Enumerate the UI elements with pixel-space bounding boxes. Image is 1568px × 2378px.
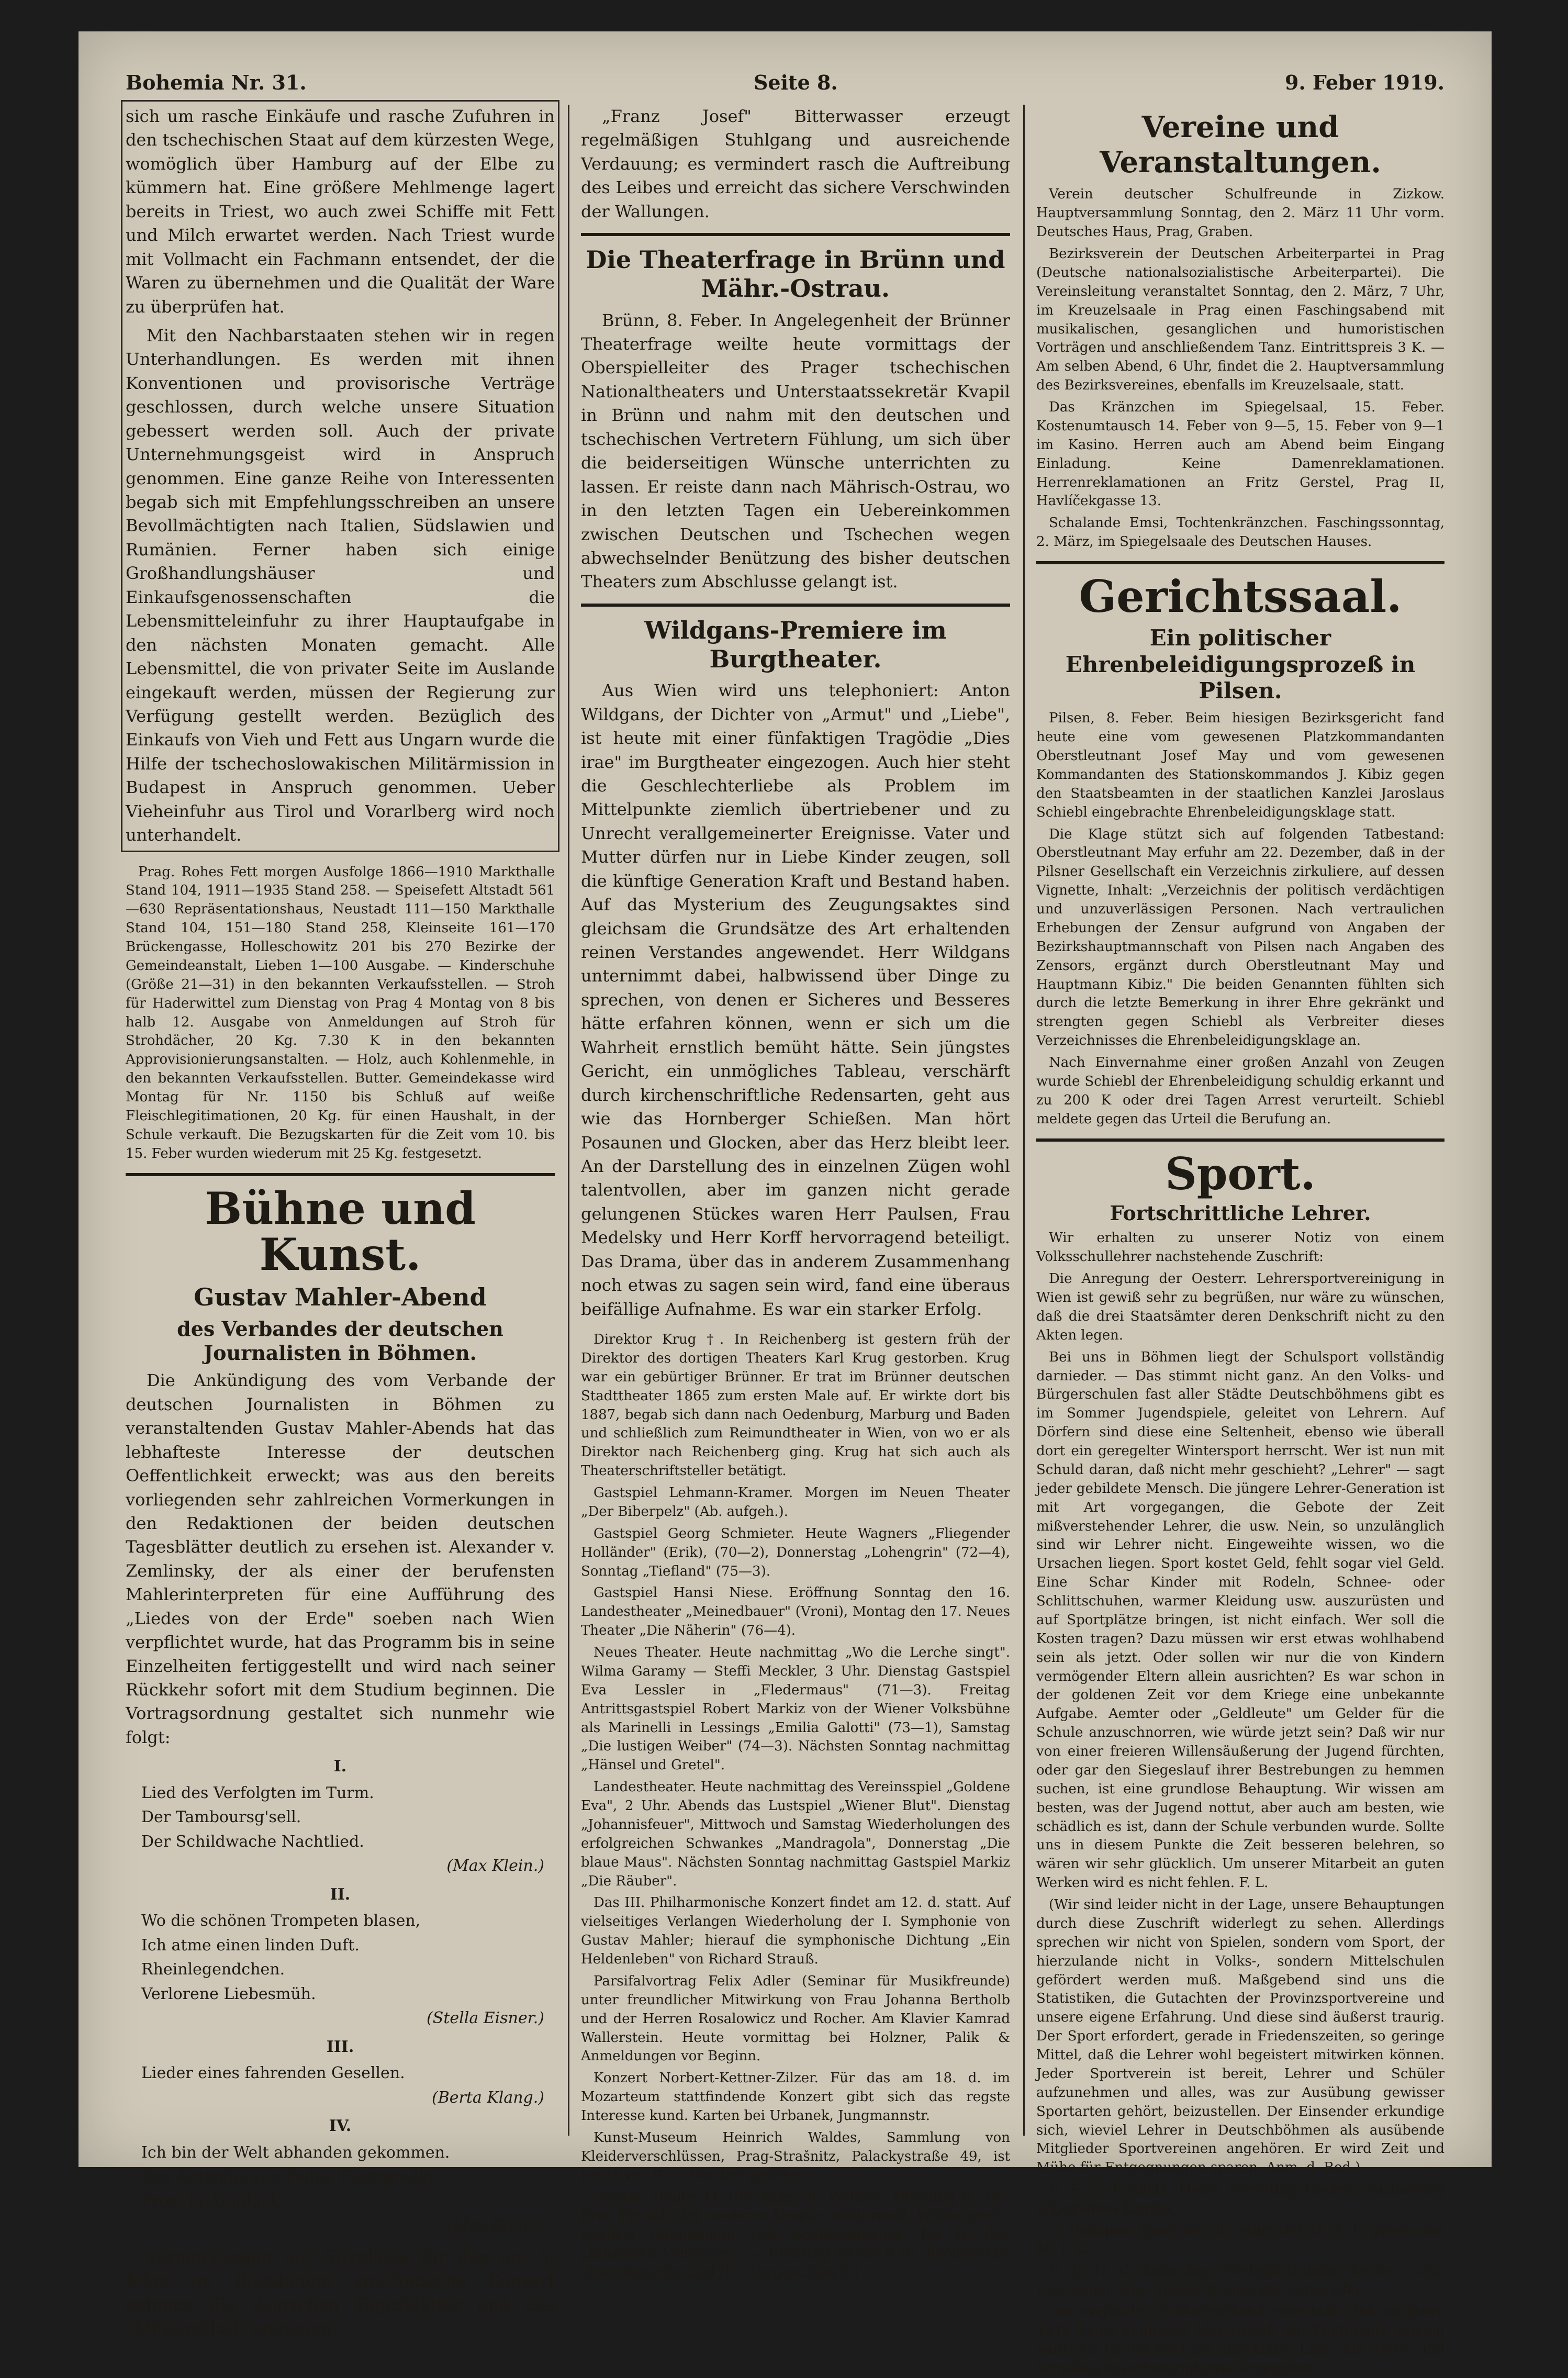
sport-note: In Budapest spielt am 30. März der W. A. F. gegen den M. T. K. <box>1036 2222 1444 2257</box>
sport-note: D. F. C. Eisplatz. Heute vormittag Hockey, nachmittag allgemeines Laufen. <box>1036 2182 1444 2217</box>
mahler-article-body: Die Ankündigung des vom Verbande der deutschen Journalisten in Böhmen zu veranstaltenden Gustav Mahler-Abends hat das lebhafteste Interesse der deutschen Oeffentlichkeit erweckt; was aus den bereits vorliegenden sehr zahlreichen Vormerkungen in den Redaktionen der beiden deutschen Tagesblätter deutlich zu ersehen ist. Alexander v. Zemlinsky, der als einer der berufensten Mahlerinterpreten für eine Aufführung des „Liedes von der Erde" soeben nach Wien verpflichtet wurde, hat das Programm bis in seine Einzelheiten fertiggestellt und wird nach seiner Rückkehr sofort mit dem Studium beginnen. Die Vortragsordnung gestaltet sich nunmehr wie folgt: <box>126 1370 555 1747</box>
theater-note: Urania. Heute 11 Uhr Kurs Dr. Wolisch. Dienstag 6 Uhr: Prof. Frankl, Das moderne Drama: Wildbrandt, Wildenbruch, Gerhart Hauptmann: „Vor Sonnenaufgang" bis zu den „Einsamen Menschen". — Dienstag viertel 8 Dr. Rychnovsky, „Das deutsche Lied II". (Vorgestriten 5.) <box>581 2189 1010 2280</box>
theater-note: Gastspiel Hansi Niese. Eröffnung Sonntag den 16. Landestheater „Meinedbauer" (Vroni), Montag den 17. Neues Theater „Die Näherin" (76—4). <box>581 1585 1010 1639</box>
gericht-article <box>1036 709 1444 1129</box>
program-performer: (Berta Klang.) <box>432 2088 544 2107</box>
program-song: Ich bin der Welt abhanden gekommen. <box>141 2143 450 2162</box>
column-divider-1 <box>568 105 569 2136</box>
column-3 <box>1036 105 1444 2376</box>
theater-article-body: Brünn, 8. Feber. In Angelegenheit der Brünner Theaterfrage weilte heute vormittags der Oberspielleiter des Prager tschechischen Nationaltheaters und Unterstaatssekretär Kvapil in Brünn und nahm mit den deutschen und tschechischen Vertretern Fühlung, um sich über die beiderseitigen Wünsche unterrichten zu lassen. Er reiste dann nach Mährisch-Ostrau, wo in den letzten Tagen ein Uebereinkommen zwischen Deutschen und Tschechen wegen abwechselnder Benützung des bisher deutschen Theaters zum Abschlusse gelangt ist. <box>581 310 1010 592</box>
program-song: Trost im Unglück. <box>141 2192 285 2210</box>
sport-article-title: Fortschrittliche Lehrer. <box>1110 1201 1371 1225</box>
wildgans-article-title: Wildgans-Premiere im Burgtheater. <box>644 616 947 673</box>
program-song: Wo die schönen Trompeten blasen, <box>141 1912 421 1930</box>
section-title-sport: Sport. <box>1165 1147 1316 1200</box>
program-part-number: I. <box>333 1757 347 1776</box>
sport-note: D. E. H. C. Eishockey. Wettspieltraining heute 3 Uhr. Erscheinen aller Spieler bringendst notwendig. <box>1036 2263 1444 2298</box>
concert-program <box>126 1755 555 2238</box>
section-rule <box>1036 1138 1444 1142</box>
gericht-paragraph: Nach Einvernahme einer großen Anzahl von Zeugen wurde Schiebl der Ehrenbeleidigung schuldig erkannt und zu 200 K oder drei Tagen Arrest verurteilt. Schiebl meldete gegen das Urteil die Berufung an. <box>1036 1055 1444 1127</box>
gericht-article-title: Ein politischer Ehrenbeleidigungsprozeß in Pilsen. <box>1065 625 1416 704</box>
program-song: Der Tamboursg'sell. <box>141 1808 301 1827</box>
header-page-number: Seite 8. <box>753 71 838 94</box>
wildgans-article-body: Aus Wien wird uns telephoniert: Anton Wildgans, der Dichter von „Armut" und „Liebe", ist heute mit einer fünfaktigen Tragödie „Dies irae" im Burgtheater eingezogen. Auch hier steht die Geschlechterliebe als Problem im Mittelpunkte ziemlich übertriebener und zu Unrecht verallgemeinerter Ereignisse. Vater und Mutter dürfen nur in Liebe Kinder zeugen, soll die künftige Generation Kraft und Bestand haben. Auf das Mysterium des Zeugungsaktes sind gleichsam die Grundsätze des Art erhaltenden reinen Verstandes angewendet. Herr Wildgans unternimmt dabei, halbwissend über Dinge zu sprechen, von denen er Sicheres und Besseres hätte erfahren können, wenn er sich um die Wahrheit ernstlich bemüht hätte. Sein jüngstes Gericht, ein unmögliches Tableau, verschärft durch kirchenschriftliche Redensarten, geht aus wie das Hornberger Schießen. Man hört Posaunen und Glocken, aber das Herz bleibt leer. An der Darstellung des in einzelnen Zügen wohl talentvollen, aber im ganzen nicht gerade gelungenen Stückes waren Herr Paulsen, Frau Medelsky und Herr Korff hervorragend beteiligt. Das Drama, über das in anderem Zusammenhang noch etwas zu sagen sein wird, fand eine überaus beifällige Aufnahme. Es war ein starker Erfolg. <box>581 680 1010 1319</box>
mahler-article-closing: Vormerkungen auf Sitzplätze für das am 5. März im Rudolfinum stattfindende Konzert nehmen die deutschen Tagesblätter und das „Mittagsblatt" entgegen. <box>126 2247 555 2339</box>
program-song: Lied des Verfolgten im Turm. <box>141 1783 374 1802</box>
program-performer: (Max Klein.) <box>446 2216 544 2235</box>
theater-note: Konzert Norbert-Kettner-Zilzer. Für das am 18. d. im Mozarteum stattfindende Konzert gibt sich das regste Interesse kund. Karten bei Urbanek, Jungmannstr. <box>581 2070 1010 2124</box>
sport-paragraph: Die Anregung der Oesterr. Lehrersportvereinigung in Wien ist gewiß sehr zu begrüßen, nur wäre zu wünschen, daß die drei Staatsämter deren Denkschrift nicht zu den Akten legen. <box>1036 1271 1444 1343</box>
program-song: Der Schildwache Nachtlied. <box>141 1832 364 1851</box>
section-title-buehne: Bühne und Kunst. <box>205 1182 476 1280</box>
rationing-notices <box>126 863 555 1164</box>
newspaper-page <box>79 31 1492 2376</box>
section-title-vereine: Vereine und Veranstaltungen. <box>1100 110 1381 180</box>
sport-paragraph: (Wir sind leider nicht in der Lage, unsere Behauptungen durch diese Zuschrift widerlegt zu sehen. Allerdings sprechen wir nicht von Spielen, sondern vom Sport, der hierzulande nicht in Volks-, sondern Mittelschulen gefördert werden muß. Maßgebend sind uns die Statistiken, die Gutachten der Provinzsportvereine und unsere eigene Erfahrung. Und diese sind äußerst traurig. Der Sport erfordert, gerade in Friedenszeiten, so geringe Mittel, daß die Lehrer wohl begeistert mitwirken können. Jeder Sportverein ist bereit, Lehrer und Schüler aufzunehmen und alles, was zur Ausübung gewisser Sportarten gehört, beizustellen. Der Einsender erkundige sich, wieviel Lehrer in Deutschböhmen als ausübende Mitglieder Sportvereinen angehören. Er wird Zeit und Mühe für Entgegnungen sparen. Anm. d. Red.) <box>1036 1897 1444 2176</box>
gericht-paragraph: Pilsen, 8. Feber. Beim hiesigen Bezirksgericht fand heute eine vom gewesenen Platzkommandanten Oberstleutnant Josef May und vom gewesenen Kommandanten des Stationskommandos J. Kibiz gegen den Staatsbeamten in der staatlichen Kanzlei Jaroslaus Schiebl eingebrachte Ehrenbeleidigungsklage statt. <box>1036 710 1444 820</box>
mahler-article-title: Gustav Mahler-Abend <box>194 1282 487 1311</box>
theater-note: Parsifalvortrag Felix Adler (Seminar für Musikfreunde) unter freundlicher Mitwirkung von Frau Johanna Bertholb und der Herren Rosalowicz und Rocher. Am Klavier Kamrad Wallerstein. Heute vormittag bei Holzner, Palik & Anmeldungen vor Beginn. <box>581 1973 1010 2064</box>
bitterwasser-ad: „Franz Josef" Bitterwasser erzeugt regelmäßigen Stuhlgang und ausreichende Verdauung; es vermindert rasch die Auftreibung des Leibes und erreicht das sichere Verschwinden der Wallungen. <box>581 106 1010 221</box>
food-supply-paragraph-2: Mit den Nachbarstaaten stehen wir in regen Unterhandlungen. Es werden mit ihnen Konventionen und provisorische Verträge geschlossen, durch welche unsere Situation gebessert werden soll. Auch der private Unternehmungsgeist wird in Anspruch genommen. Eine ganze Reihe von Interessenten begab sich mit Empfehlungsschreiben an unsere Bevollmächtigten nach Italien, Südslawien und Rumänien. Ferner haben sich einige Großhandlungshäuser und Einkaufsgenossenschaften die Lebensmitteleinfuhr zu ihrer Hauptaufgabe in den nächsten Monaten gemacht. Alle Lebensmittel, die von privater Seite im Auslande eingekauft werden, müssen der Regierung zur Verfügung gestellt werden. Bezüglich des Einkaufs von Vieh und Fett aus Ungarn wurde die Hilfe der tschechoslowakischen Militärmission in Budapest in Anspruch genommen. Ueber Vieheinfuhr aus Tirol und Vorarlberg wird noch unterhandelt. <box>126 325 555 845</box>
food-supply-paragraph-1: sich um rasche Einkäufe und rasche Zufuhren in den tschechischen Staat auf dem kürzesten Wege, womöglich über Hamburg auf der Elbe zu kümmern hat. Eine größere Mehlmenge lagert bereits in Triest, wo auch zwei Schiffe mit Fett und Milch erwartet werden. Nach Triest wurde mit Vollmacht ein Fachmann entsendet, der die Waren zu übernehmen und die Qualität der Ware zu überprüfen hat. <box>126 106 555 317</box>
theater-note: Gastspiel Georg Schmieter. Heute Wagners „Fliegender Holländer" (Erik), (70—2), Donnerstag „Lohengrin" (72—4), Sonntag „Tiefland" (75—3). <box>581 1525 1010 1579</box>
theater-note: Direktor Krug †. In Reichenberg ist gestern früh der Direktor des dortigen Theaters Karl Krug gestorben. Krug war ein gebürtiger Brünner. Er trat im Brünner deutschen Stadttheater 1865 zum ersten Male auf. Er wirkte dort bis 1887, begab sich dann nach Oedenburg, Marburg und Baden und schließlich zum Reimundtheater in Wien, von wo er als Direktor nach Reichenberg ging. Krug hat sich auch als Theaterschriftsteller betätigt. <box>581 1332 1010 1479</box>
program-part-number: III. <box>326 2037 354 2056</box>
theater-notes <box>581 1331 1010 2282</box>
program-part-number: IV. <box>329 2117 352 2136</box>
sport-article <box>1036 1229 1444 2378</box>
program-song: Ich atme einen linden Duft. <box>141 1936 360 1955</box>
page-header <box>126 52 1444 94</box>
section-rule <box>126 1173 555 1176</box>
theater-note: Das III. Philharmonische Konzert findet am 12. d. statt. Auf vielseitiges Verlangen Wiederholung der I. Symphonie von Gustav Mahler; hierauf die symphonische Dichtung „Ein Heldenleben" von Richard Strauß. <box>581 1895 1010 1967</box>
program-part-number: II. <box>330 1885 351 1904</box>
theater-article-title: Die Theaterfrage in Brünn und Mähr.-Ostrau. <box>586 245 1005 303</box>
program-song: Lieder eines fahrenden Gesellen. <box>141 2064 405 2083</box>
vereine-note: Schalande Emsi, Tochtenkränzchen. Faschingssonntag, 2. März, im Spiegelsaale des Deutschen Hauses. <box>1036 515 1444 550</box>
header-issue: Bohemia Nr. 31. <box>126 71 307 94</box>
vereine-note: Das Kränzchen im Spiegelsaal, 15. Feber. Kostenumtausch 14. Feber von 9—5, 15. Feber von 9—1 im Kasino. Herren auch am Abend beim Eingang Einladung. Keine Damenreklamationen. Herrenreklamationen an Fritz Gerstel, Prag II, Havlíčekgasse 13. <box>1036 399 1444 509</box>
theater-note: Kunst-Museum Heinrich Waldes, Sammlung von Kleiderverschlüssen, Prag-Strašnitz, Palackystraße 49, ist heute von 9—1 Uhr frei geöffnet. <box>581 2129 1010 2183</box>
column-divider-2 <box>1023 105 1025 2136</box>
theater-note: Landestheater. Heute nachmittag des Vereinsspiel „Goldene Eva", 2 Uhr. Abends das Lustspiel „Wiener Blut". Dienstag „Johannisfeuer", Mittwoch und Samstag Wiederholungen des erfolgreichen Schwankes „Mandragola", Donnerstag „Die blaue Maus". Nächsten Sonntag nachmittag Gastspiel Markiz „Die Räuber". <box>581 1779 1010 1889</box>
section-rule <box>581 604 1010 607</box>
program-song: Rheinlegendchen. <box>141 1960 285 1979</box>
theater-note: Neues Theater. Heute nachmittag „Wo die Lerche singt". Wilma Garamy — Steffi Meckler, 3 Uhr. Dienstag Gastspiel Eva Lessler in „Fledermaus" (71—3). Freitag Antrittsgastspiel Robert Markiz von der Wiener Volksbühne als Marinelli in Lessings „Emilia Galotti" (73—1), Samstag „Die lustigen Weiber" (74—3). Nächsten Sonntag nachmittag „Hänsel und Gretel". <box>581 1645 1010 1773</box>
theater-note: Gastspiel Lehmann-Kramer. Morgen im Neuen Theater „Der Biberpelz" (Ab. aufgeh.). <box>581 1485 1010 1520</box>
header-date: 9. Feber 1919. <box>1285 71 1444 94</box>
section-title-gerichtssaal: Gerichtssaal. <box>1079 571 1402 622</box>
column-1 <box>126 105 555 2339</box>
sport-note: Der englische Fußballverband veranlaßt, daß im Jahre 1919 keine englische Mannschaft am Kontinente spielen wird. Als Grund wird die ungeklärte Lage, die Reise- und Verpflegungsschwierigkeiten angegeben. <box>1036 2304 1444 2376</box>
vereine-notes <box>1036 185 1444 552</box>
rationing-notice-text: Prag. Rohes Fett morgen Ausfolge 1866—1910 Markthalle Stand 104, 1911—1935 Stand 258. — Speisefett Altstadt 561—630 Repräsentationshaus, Neustadt 111—150 Markthalle Stand 104, 151—180 Stand 258, Kleinseite 161—170 Brückengasse, Holleschowitz 201 bis 270 Bezirke der Gemeindeanstalt, Lieben 1—100 Ausgabe. — Kinderschuhe (Größe 21—31) in den bekannten Verkaufsstellen. — Stroh für Haderwittel zum Dienstag von Prag 4 Montag von 8 bis halb 12. Ausgabe von Anmeldungen auf Stroh für Strohdächer, 20 Kg. 7.30 K in den bekannten Approvisionierungsanstalten. — Holz, auch Kohlenmehle, in den bekannten Verkaufsstellen. Butter. Gemeindekasse wird Montag für Nr. 1150 bis Schluß auf weiße Fleischlegitimationen, 20 Kg. für einen Haushalt, in der Schule verkauft. Die Bezugskarten für die Zeit vom 10. bis 15. Feber wurden wiederum mit 25 Kg. festgesetzt. <box>126 864 555 1162</box>
mahler-article-subtitle: des Verbandes der deutschen Journalisten in Böhmen. <box>177 1317 503 1365</box>
program-performer: (Max Klein.) <box>446 1857 544 1875</box>
section-rule <box>1036 561 1444 564</box>
vereine-note: Bezirksverein der Deutschen Arbeiterpartei in Prag (Deutsche nationalsozialistische Arbeiterpartei). Die Vereinsleitung veranstaltet Sonntag, den 2. März, 7 Uhr, im Kreuzelsaale in Prag einen Faschingsabend mit musikalischen, gesanglichen und humoristischen Vorträgen und anschließendem Tanz. Eintrittspreis 3 K. — Am selben Abend, 6 Uhr, findet die 2. Hauptversammlung des Bezirksvereines, ebenfalls im Kreuzelsaale, statt. <box>1036 246 1444 394</box>
food-supply-article <box>126 105 555 847</box>
vereine-note: Verein deutscher Schulfreunde in Zizkow. Hauptversammlung Sonntag, den 2. März 11 Uhr vorm. Deutsches Haus, Prag, Graben. <box>1036 186 1444 240</box>
section-rule <box>581 233 1010 236</box>
program-performer: (Stella Eisner.) <box>427 2009 544 2028</box>
sport-paragraph: Wir erhalten zu unserer Notiz von einem Volksschullehrer nachstehende Zuschrift: <box>1036 1230 1444 1265</box>
program-song: Des Antonius von Padua Fischpredigt. <box>141 2168 445 2186</box>
gericht-paragraph: Die Klage stützt sich auf folgenden Tatbestand: Oberstleutnant May erfuhr am 22. Dezember, daß in der Pilsner Gesellschaft ein Verzeichnis zirkuliere, auf dessen Vignette, Inhalt: „Verzeichnis der politisch verdächtigen und unzuverlässigen Personen. Nach vertraulichen Erhebungen der Zensur aufgrund von Angaben der Bezirkshauptmannschaft von Pilsen nach Angaben des Zensors, ergänzt durch Oberstleutnant May und Hauptmann Kibiz." Die beiden Genannten fühlten sich durch die letzte Bemerkung in ihrer Ehre gekränkt und strengten gegen Schiebl als Verbreiter dieses Verzeichnisses die Ehrenbeleidigungsklage an. <box>1036 826 1444 1049</box>
program-song: Verlorene Liebesmüh. <box>141 1984 316 2003</box>
column-2 <box>581 105 1010 2280</box>
sport-paragraph: Bei uns in Böhmen liegt der Schulsport vollständig darnieder. — Das stimmt nicht ganz. An den Volks- und Bürgerschulen fast aller Städte Deutschböhmens gibt es im Sommer Jugendspiele, geleitet von Lehrern. Auf Dörfern sind diese eine Seltenheit, ebenso wie überall dort ein geregelter Wintersport herrscht. Wer ist nun mit Schuld daran, daß nicht mehr geschieht? „Lehrer" — sagt jeder gebildete Mensch. Die jüngere Lehrer-Generation ist mit Art vorgegangen, die Gebote der Zeit mißverstehender Lehrer, die usw. Nein, so unzulänglich sind wir Lehrer nicht. Eingeweihte wissen, wo die Ursachen liegen. Sport kostet Geld, fehlt sogar viel Geld. Eine Schar Kinder mit Rodeln, Schnee- oder Schlittschuhen, warmer Kleidung usw. auszurüsten und auf Sportplätze bringen, ist nicht einfach. Wer soll die Kosten tragen? Dazu müssen wir erst etwas wohlhabend sein als jetzt. Oder sollen wir nur die von Kindern vermögender Eltern allein ausrichten? Es war schon in der goldenen Zeit vor dem Kriege eine unbekannte Aufgabe. Aemter oder „Geldleute" um Gelder für die Schule anzuschnorren, wie würde jetzt sein? Daß wir nur von einer freieren Willensäußerung der Jugend fürchten, oder gar den Siegeslauf ihrer Bestrebungen zu hemmen suchen, ist eine grundlose Behauptung. Wir wissen am besten, was der Jugend nottut, aber auch am besten, wie schädlich es ist, dann der Schule verbunden wurde. Sollte uns in diesem Punkte die Zeit besseren belehren, so wären wir sehr glücklich. Um unserer Mitarbeit an guten Werken wird es nicht fehlen. F. L. <box>1036 1349 1444 1891</box>
